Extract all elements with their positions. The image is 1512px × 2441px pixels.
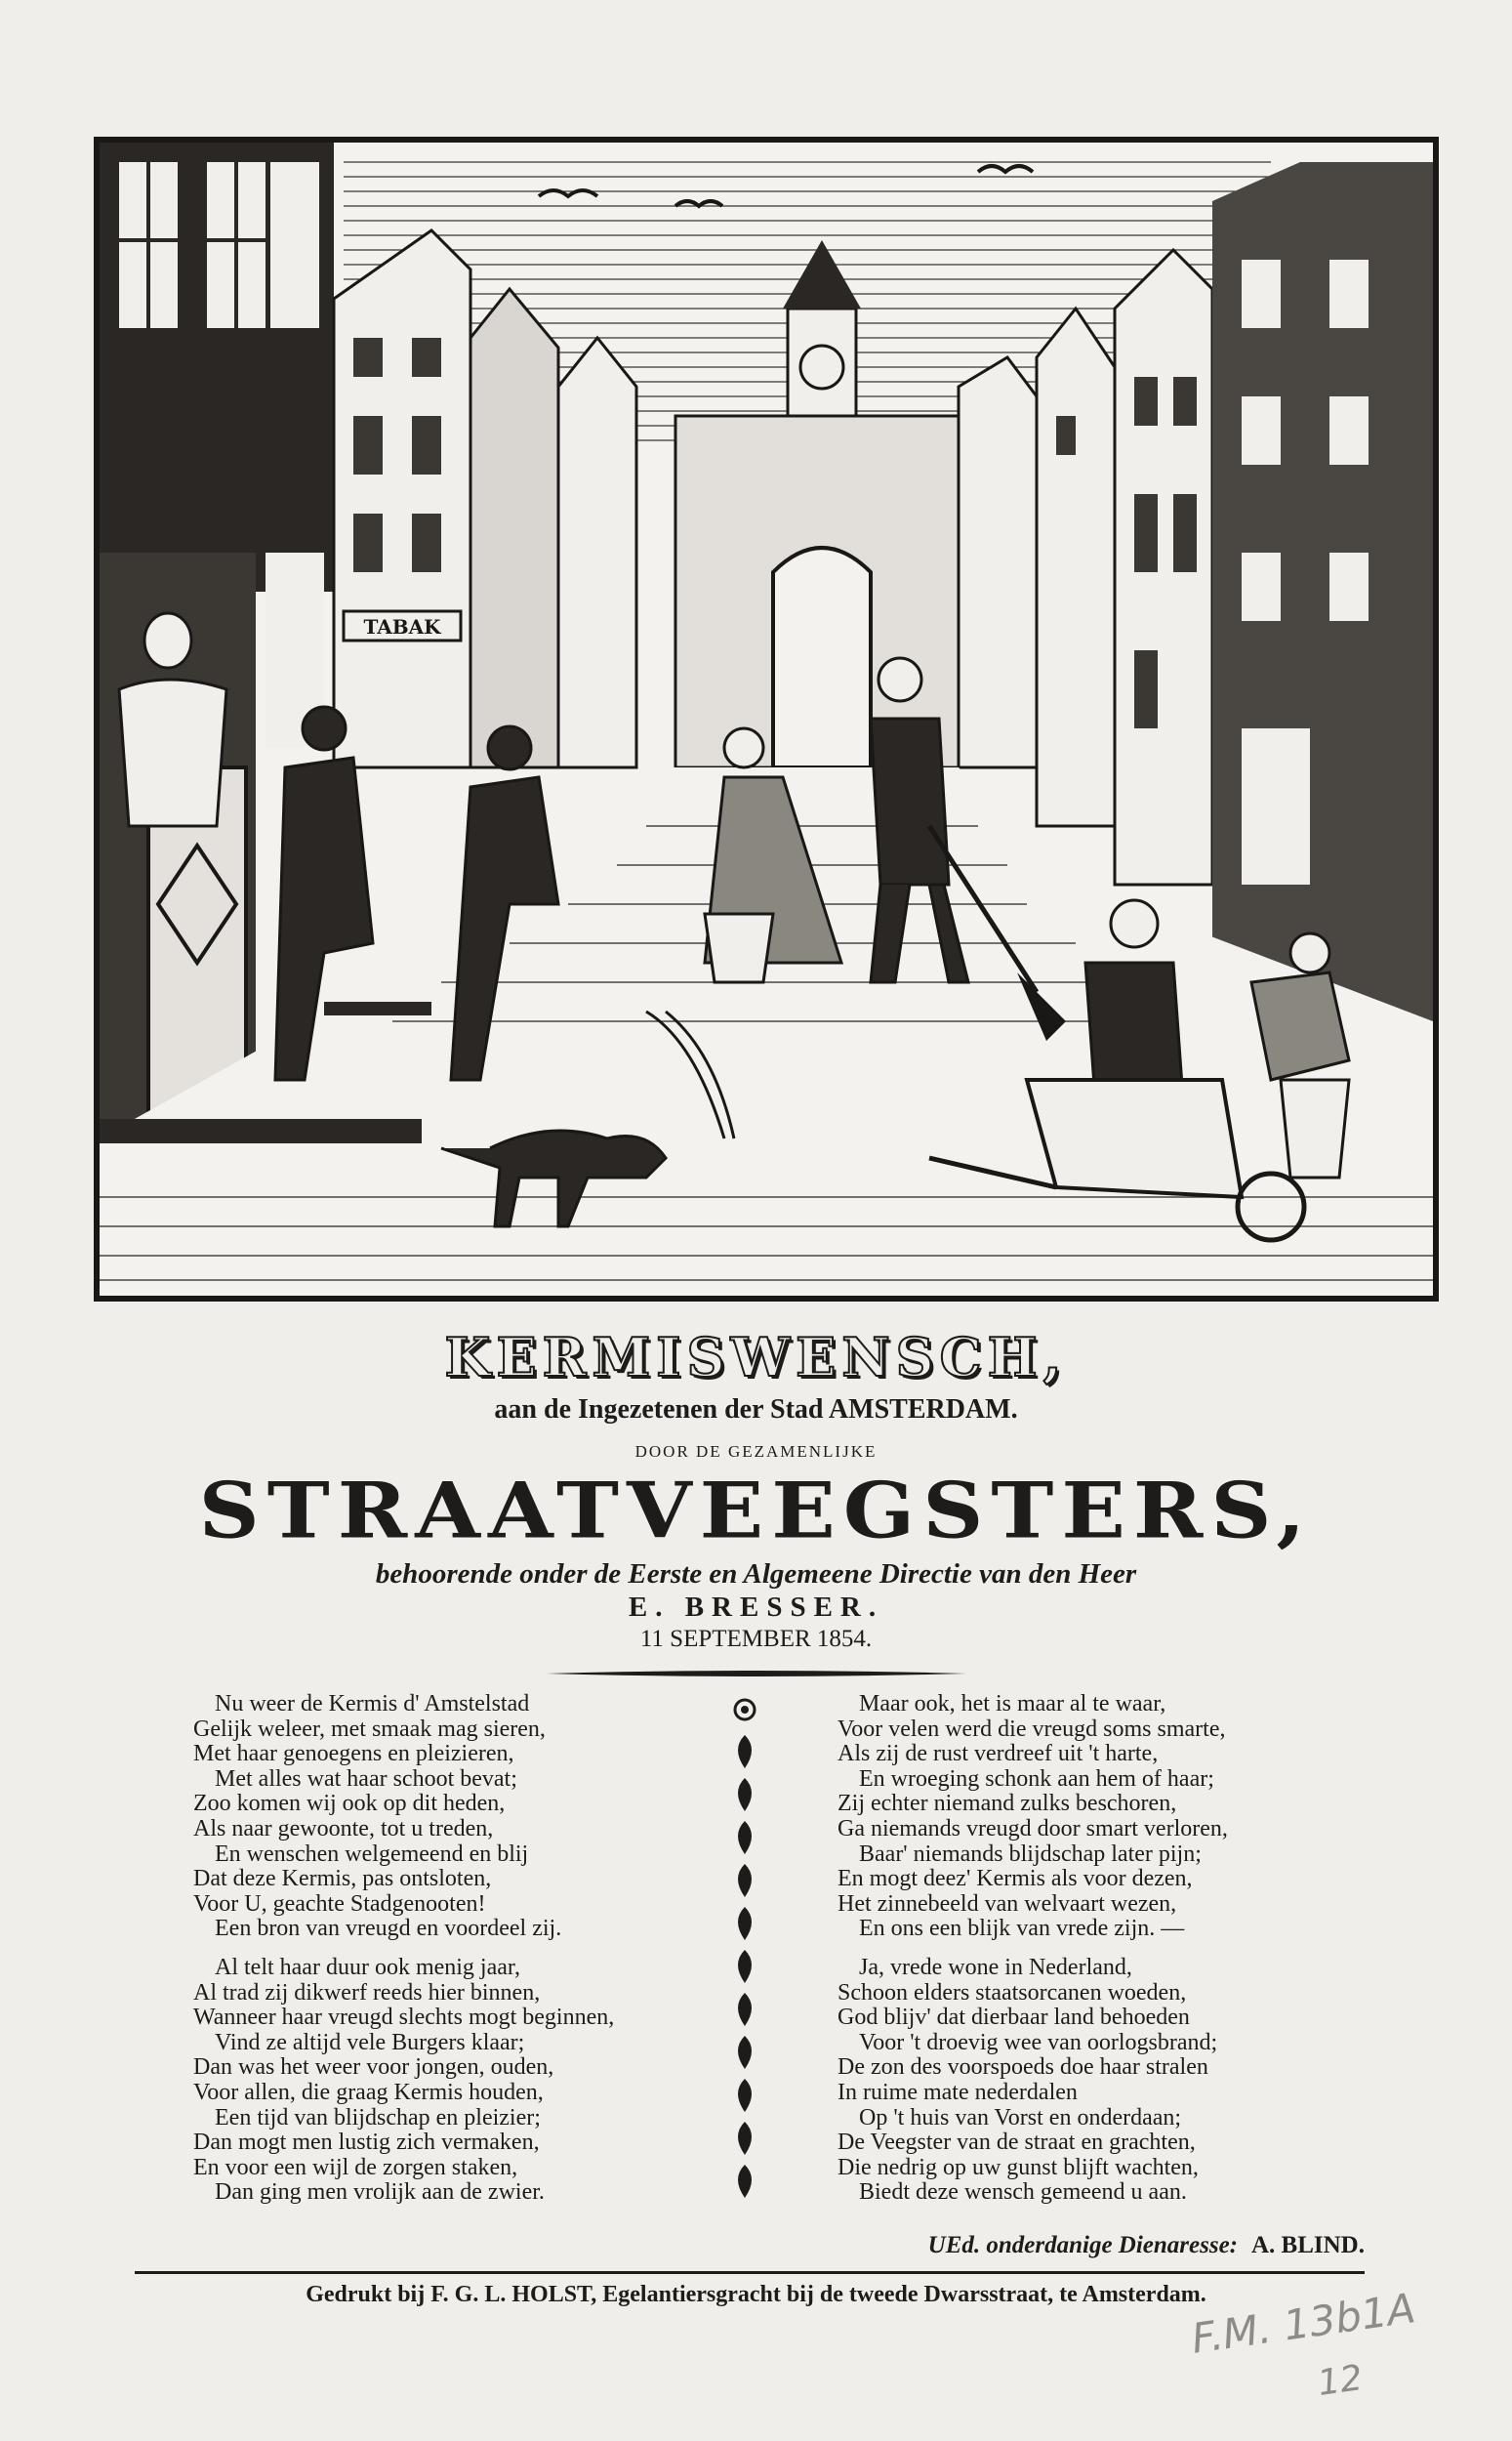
poem-right-column <box>838 1692 1384 2206</box>
poem-line: Met alles wat haar schoot bevat; <box>215 1765 517 1792</box>
poem-line: Voor velen werd die vreugd soms smarte, <box>838 1716 1226 1742</box>
poem-line: Dat deze Kermis, pas ontsloten, <box>193 1866 492 1892</box>
main-title: STRAATVEEGSTERS, <box>198 1466 1314 1556</box>
poem-line: Dan ging men vrolijk aan de zwier. <box>215 2179 545 2206</box>
poem-line: Voor allen, die graag Kermis houden, <box>193 2079 544 2105</box>
directorate-line: behoorende onder de Eerste en Algemeene Directie van den Heer <box>375 1558 1137 1590</box>
poem-line: Biedt deze wensch gemeend u aan. <box>859 2179 1187 2206</box>
poem-line: Al telt haar duur ook menig jaar, <box>215 1954 520 1980</box>
poem-line: Ja, vrede wone in Nederland, <box>859 1954 1132 1980</box>
poem-line: De Veegster van de straat en grachten, <box>838 2130 1196 2156</box>
poem-line: Een tijd van blijdschap en pleizier; <box>215 2104 541 2131</box>
poem-line: Voor 't droevig wee van oorlogsbrand; <box>859 2029 1218 2055</box>
printer-imprint: Gedrukt bij F. G. L. HOLST, Egelantiersgracht bij de tweede Dwarsstraat, te Amsterdam. <box>306 2282 1206 2307</box>
inventory-mark-sub: 12 <box>1315 2358 1366 2404</box>
ornamental-divider <box>547 1670 966 1677</box>
poem-line: En ons een blijk van vrede zijn. — <box>859 1916 1185 1942</box>
poem-left-column <box>193 1692 740 2206</box>
byline-small: DOOR DE GEZAMENLIJKE <box>634 1442 878 1461</box>
poem-line: God blijv' dat dierbaar land behoeden <box>838 2005 1190 2031</box>
poem-line: Een bron van vreugd en voordeel zij. <box>215 1916 562 1942</box>
poem-line: Baar' niemands blijdschap later pijn; <box>859 1841 1202 1867</box>
poem-line: In ruime mate nederdalen <box>838 2079 1078 2105</box>
poem-line: Maar ook, het is maar al te waar, <box>859 1691 1166 1717</box>
poem-line: En wenschen welgemeend en blij <box>215 1841 529 1867</box>
poem-line: Wanneer haar vreugd slechts mogt beginnen, <box>193 2005 615 2031</box>
poem-line: En voor een wijl de zorgen staken, <box>193 2154 518 2180</box>
street-scene-image <box>100 143 1433 1296</box>
poem-line: Met haar genoegens en pleizieren, <box>193 1741 514 1767</box>
poem-line: Al trad zij dikwerf reeds hier binnen, <box>193 1979 541 2006</box>
director-name: E. BRESSER. <box>628 1592 884 1623</box>
woodcut-illustration <box>94 137 1439 1302</box>
poem-line: Voor U, geachte Stadgenooten! <box>193 1890 486 1917</box>
bottom-rule <box>135 2271 1365 2274</box>
signature-line <box>838 2232 1365 2259</box>
poem-line: Zij echter niemand zulks beschoren, <box>838 1791 1177 1817</box>
poem-line: Dan was het weer voor jongen, ouden, <box>193 2054 554 2081</box>
poem-line: Als naar gewoonte, tot u treden, <box>193 1815 494 1841</box>
poem-line: Ga niemands vreugd door smart verloren, <box>838 1815 1228 1841</box>
poem-line: Vind ze altijd vele Burgers klaar; <box>215 2029 525 2055</box>
date-line: 11 SEPTEMBER 1854. <box>639 1626 873 1652</box>
signature-role: UEd. onderdanige Dienaresse: <box>927 2232 1238 2258</box>
poem-line: En mogt deez' Kermis als voor dezen, <box>838 1866 1193 1892</box>
address-line: aan de Ingezetenen der Stad AMSTERDAM. <box>494 1394 1018 1425</box>
poem-line: Dan mogt men lustig zich vermaken, <box>193 2130 540 2156</box>
inventory-mark: F.M. 13b1A <box>1188 2284 1418 2363</box>
poem-line: Zoo komen wij ook op dit heden, <box>193 1791 506 1817</box>
decorative-title: KERMISWENSCH, <box>444 1326 1068 1388</box>
poem-line: Op 't huis van Vorst en onderdaan; <box>859 2104 1182 2131</box>
poem-line: En wroeging schonk aan hem of haar; <box>859 1765 1214 1792</box>
poem-line: Nu weer de Kermis d' Amstelstad <box>215 1691 530 1717</box>
poem-line: Gelijk weleer, met smaak mag sieren, <box>193 1716 546 1742</box>
poem-line: Die nedrig op uw gunst blijft wachten, <box>838 2154 1199 2180</box>
poem-line: Schoon elders staatsorcanen woeden, <box>838 1979 1187 2006</box>
tabak-sign: TABAK <box>363 615 441 639</box>
poem-line: De zon des voorspoeds doe haar stralen <box>838 2054 1208 2081</box>
poem-line: Als zij de rust verdreef uit 't harte, <box>838 1741 1159 1767</box>
poem-line: Het zinnebeeld van welvaart wezen, <box>838 1890 1177 1917</box>
vertical-ornament-column <box>727 1696 762 2223</box>
signature-name: A. BLIND. <box>1251 2232 1365 2258</box>
